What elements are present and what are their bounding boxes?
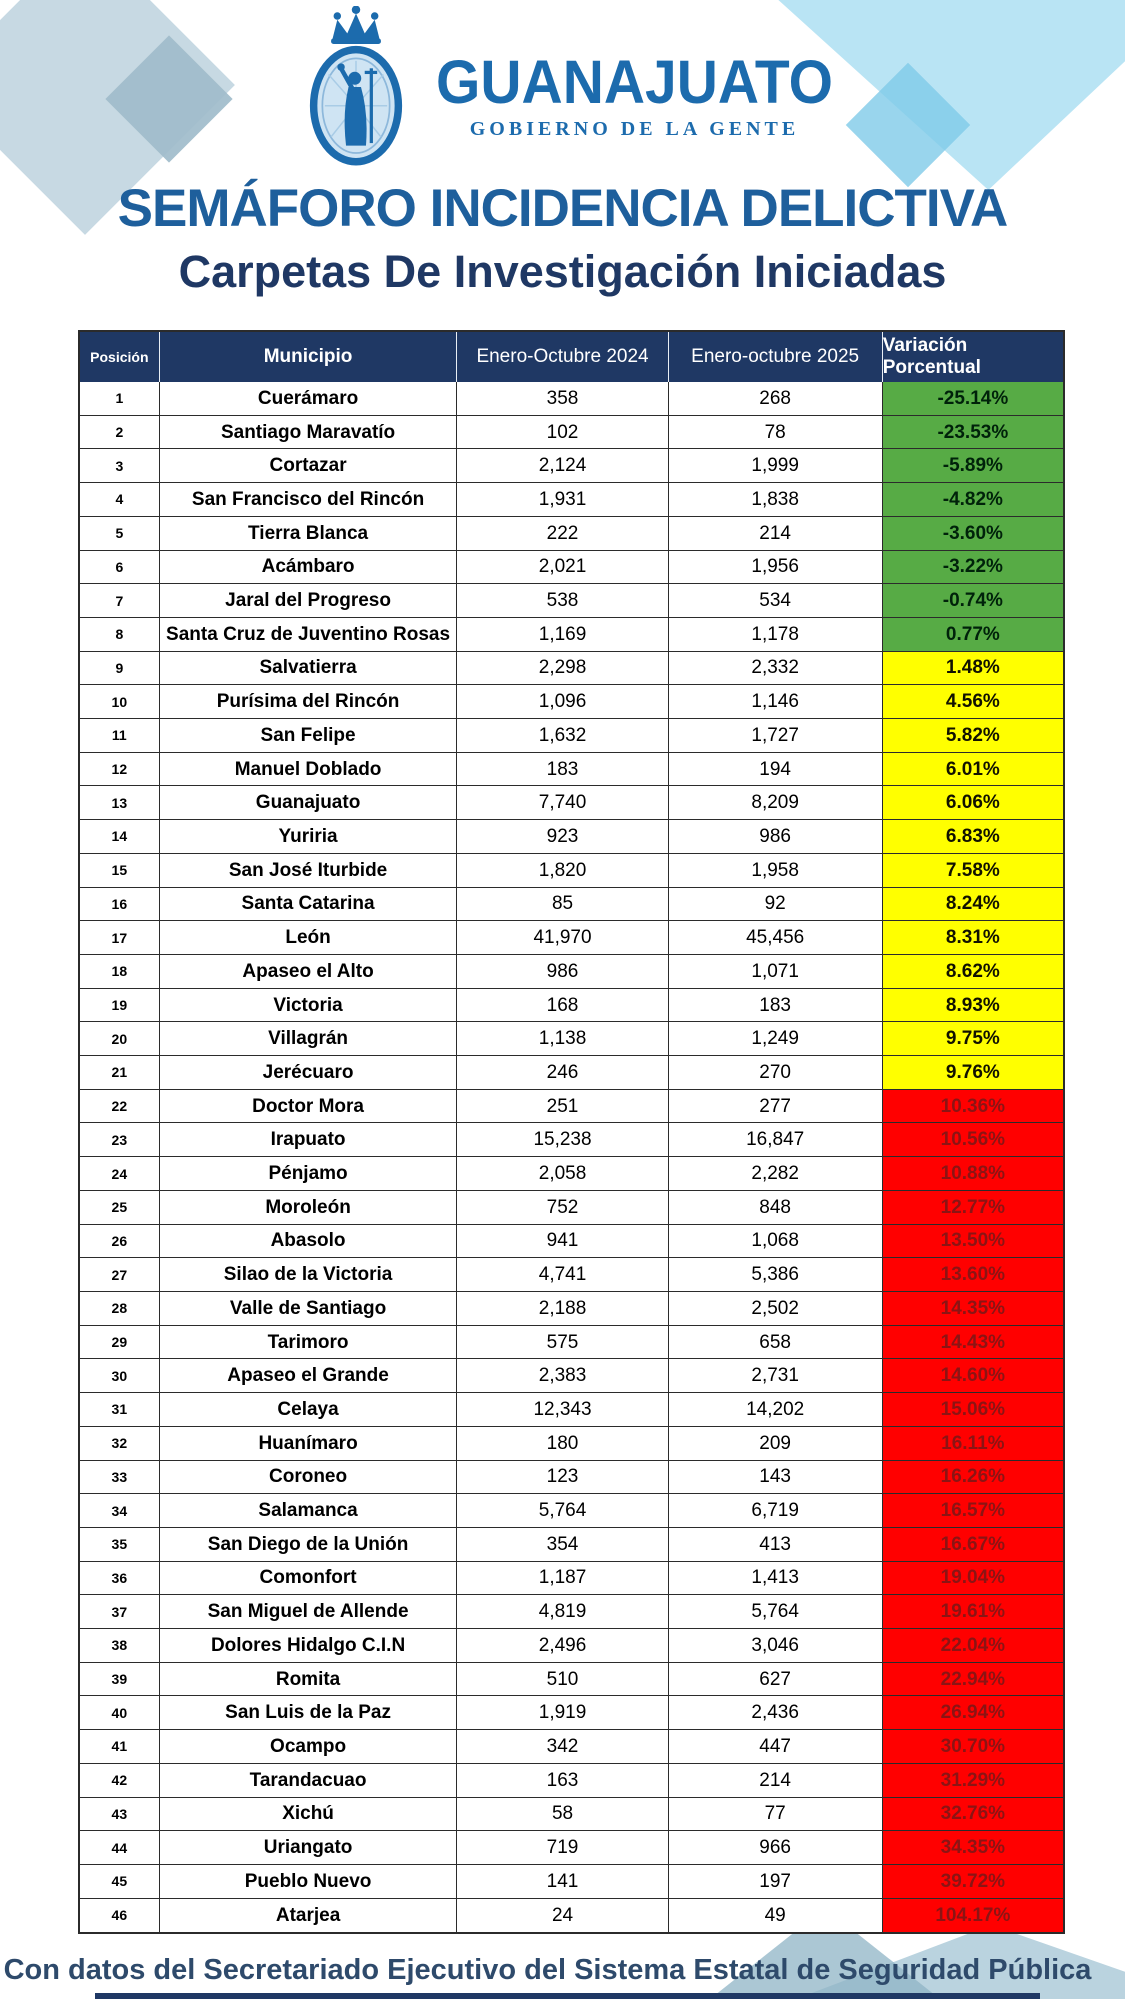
variation-cell: -25.14% <box>883 382 1063 416</box>
position-cell: 36 <box>80 1562 160 1596</box>
variation-cell: 9.75% <box>883 1022 1063 1056</box>
municipio-cell: Villagrán <box>160 1022 458 1056</box>
municipio-cell: San Diego de la Unión <box>160 1528 458 1562</box>
variation-cell: 5.82% <box>883 719 1063 753</box>
municipio-cell: Apaseo el Grande <box>160 1359 458 1393</box>
municipio-cell: San José Iturbide <box>160 854 458 888</box>
count-2025-cell: 2,332 <box>669 652 883 686</box>
count-2024-cell: 1,096 <box>457 685 668 719</box>
position-cell: 3 <box>80 449 160 483</box>
table-row <box>80 1696 1063 1730</box>
municipio-cell: Yuriria <box>160 820 458 854</box>
count-2025-cell: 1,999 <box>669 449 883 483</box>
logo-text-block <box>436 6 833 139</box>
variation-cell: 8.31% <box>883 921 1063 955</box>
count-2024-cell: 4,819 <box>457 1595 668 1629</box>
count-2025-cell: 2,282 <box>669 1157 883 1191</box>
municipio-cell: Acámbaro <box>160 551 458 585</box>
municipio-cell: Guanajuato <box>160 786 458 820</box>
count-2024-cell: 2,188 <box>457 1292 668 1326</box>
count-2025-cell: 2,502 <box>669 1292 883 1326</box>
table-row <box>80 1090 1063 1124</box>
table-row <box>80 1595 1063 1629</box>
position-cell: 27 <box>80 1258 160 1292</box>
municipio-cell: Dolores Hidalgo C.I.N <box>160 1629 458 1663</box>
table-row <box>80 921 1063 955</box>
municipio-cell: Abasolo <box>160 1225 458 1259</box>
position-cell: 13 <box>80 786 160 820</box>
table-row <box>80 416 1063 450</box>
position-cell: 32 <box>80 1427 160 1461</box>
count-2025-cell: 2,731 <box>669 1359 883 1393</box>
count-2024-cell: 1,169 <box>457 618 668 652</box>
municipio-cell: Tarimoro <box>160 1326 458 1360</box>
municipio-cell: Coroneo <box>160 1461 458 1495</box>
municipio-cell: Victoria <box>160 989 458 1023</box>
count-2024-cell: 168 <box>457 989 668 1023</box>
count-2024-cell: 719 <box>457 1831 668 1865</box>
table-row <box>80 1528 1063 1562</box>
count-2025-cell: 209 <box>669 1427 883 1461</box>
position-cell: 39 <box>80 1663 160 1697</box>
municipio-cell: León <box>160 921 458 955</box>
count-2024-cell: 354 <box>457 1528 668 1562</box>
position-cell: 21 <box>80 1056 160 1090</box>
variation-cell: 16.26% <box>883 1461 1063 1495</box>
variation-cell: 16.67% <box>883 1528 1063 1562</box>
position-cell: 12 <box>80 753 160 787</box>
incidence-table <box>78 330 1065 1934</box>
position-cell: 16 <box>80 888 160 922</box>
count-2025-cell: 1,068 <box>669 1225 883 1259</box>
municipio-cell: Xichú <box>160 1798 458 1832</box>
count-2025-cell: 1,249 <box>669 1022 883 1056</box>
count-2025-cell: 77 <box>669 1798 883 1832</box>
municipio-cell: Cuerámaro <box>160 382 458 416</box>
table-row <box>80 618 1063 652</box>
position-cell: 14 <box>80 820 160 854</box>
municipio-cell: Celaya <box>160 1393 458 1427</box>
count-2025-cell: 92 <box>669 888 883 922</box>
position-cell: 44 <box>80 1831 160 1865</box>
count-2024-cell: 163 <box>457 1764 668 1798</box>
position-cell: 41 <box>80 1730 160 1764</box>
municipio-cell: Pueblo Nuevo <box>160 1865 458 1899</box>
variation-cell: 0.77% <box>883 618 1063 652</box>
position-cell: 38 <box>80 1629 160 1663</box>
count-2025-cell: 1,146 <box>669 685 883 719</box>
position-cell: 4 <box>80 483 160 517</box>
col-header-posicion: Posición <box>80 332 160 382</box>
variation-cell: -4.82% <box>883 483 1063 517</box>
variation-cell: 8.93% <box>883 989 1063 1023</box>
position-cell: 20 <box>80 1022 160 1056</box>
position-cell: 2 <box>80 416 160 450</box>
position-cell: 28 <box>80 1292 160 1326</box>
count-2024-cell: 986 <box>457 955 668 989</box>
table-row <box>80 1123 1063 1157</box>
table-row <box>80 1292 1063 1326</box>
table-row <box>80 955 1063 989</box>
table-row <box>80 652 1063 686</box>
variation-cell: 19.61% <box>883 1595 1063 1629</box>
municipio-cell: Santiago Maravatío <box>160 416 458 450</box>
position-cell: 7 <box>80 584 160 618</box>
municipio-cell: Valle de Santiago <box>160 1292 458 1326</box>
variation-cell: 19.04% <box>883 1562 1063 1596</box>
count-2024-cell: 24 <box>457 1899 668 1933</box>
variation-cell: 16.11% <box>883 1427 1063 1461</box>
position-cell: 11 <box>80 719 160 753</box>
variation-cell: 32.76% <box>883 1798 1063 1832</box>
count-2025-cell: 8,209 <box>669 786 883 820</box>
variation-cell: 7.58% <box>883 854 1063 888</box>
position-cell: 42 <box>80 1764 160 1798</box>
position-cell: 22 <box>80 1090 160 1124</box>
count-2025-cell: 3,046 <box>669 1629 883 1663</box>
position-cell: 45 <box>80 1865 160 1899</box>
count-2025-cell: 214 <box>669 517 883 551</box>
variation-cell: -3.22% <box>883 551 1063 585</box>
table-body <box>80 382 1063 1932</box>
table-row <box>80 1730 1063 1764</box>
table-row <box>80 1629 1063 1663</box>
municipio-cell: Doctor Mora <box>160 1090 458 1124</box>
table-row <box>80 1663 1063 1697</box>
position-cell: 29 <box>80 1326 160 1360</box>
count-2024-cell: 222 <box>457 517 668 551</box>
col-header-municipio: Municipio <box>160 332 458 382</box>
variation-cell: 22.94% <box>883 1663 1063 1697</box>
position-cell: 15 <box>80 854 160 888</box>
variation-cell: 14.43% <box>883 1326 1063 1360</box>
table-row <box>80 1056 1063 1090</box>
count-2025-cell: 1,956 <box>669 551 883 585</box>
col-header-2024: Enero-Octubre 2024 <box>457 332 668 382</box>
count-2024-cell: 1,138 <box>457 1022 668 1056</box>
table-row <box>80 1798 1063 1832</box>
variation-cell: 6.06% <box>883 786 1063 820</box>
position-cell: 35 <box>80 1528 160 1562</box>
municipio-cell: Apaseo el Alto <box>160 955 458 989</box>
count-2024-cell: 41,970 <box>457 921 668 955</box>
table-row <box>80 1157 1063 1191</box>
table-row <box>80 854 1063 888</box>
count-2025-cell: 1,958 <box>669 854 883 888</box>
logo-wordmark: GUANAJUATO <box>436 47 833 117</box>
table-row <box>80 1899 1063 1933</box>
table-row <box>80 584 1063 618</box>
variation-cell: 16.57% <box>883 1494 1063 1528</box>
count-2025-cell: 143 <box>669 1461 883 1495</box>
position-cell: 6 <box>80 551 160 585</box>
variation-cell: 30.70% <box>883 1730 1063 1764</box>
variation-cell: 34.35% <box>883 1831 1063 1865</box>
count-2024-cell: 1,820 <box>457 854 668 888</box>
count-2025-cell: 447 <box>669 1730 883 1764</box>
count-2024-cell: 123 <box>457 1461 668 1495</box>
count-2024-cell: 2,496 <box>457 1629 668 1663</box>
table-row <box>80 1022 1063 1056</box>
count-2025-cell: 78 <box>669 416 883 450</box>
count-2025-cell: 1,178 <box>669 618 883 652</box>
count-2024-cell: 251 <box>457 1090 668 1124</box>
table-row <box>80 449 1063 483</box>
municipio-cell: Tierra Blanca <box>160 517 458 551</box>
position-cell: 10 <box>80 685 160 719</box>
count-2025-cell: 16,847 <box>669 1123 883 1157</box>
logo-header <box>0 6 1125 168</box>
count-2024-cell: 85 <box>457 888 668 922</box>
count-2024-cell: 538 <box>457 584 668 618</box>
variation-cell: 1.48% <box>883 652 1063 686</box>
col-header-2025: Enero-octubre 2025 <box>669 332 883 382</box>
count-2025-cell: 1,413 <box>669 1562 883 1596</box>
position-cell: 17 <box>80 921 160 955</box>
count-2024-cell: 7,740 <box>457 786 668 820</box>
page-subtitle: Carpetas De Investigación Iniciadas <box>178 246 947 297</box>
municipio-cell: Santa Catarina <box>160 888 458 922</box>
position-cell: 33 <box>80 1461 160 1495</box>
count-2025-cell: 534 <box>669 584 883 618</box>
municipio-cell: Irapuato <box>160 1123 458 1157</box>
position-cell: 43 <box>80 1798 160 1832</box>
count-2024-cell: 752 <box>457 1191 668 1225</box>
position-cell: 31 <box>80 1393 160 1427</box>
municipio-cell: Silao de la Victoria <box>160 1258 458 1292</box>
count-2024-cell: 358 <box>457 382 668 416</box>
table-row <box>80 786 1063 820</box>
count-2025-cell: 1,727 <box>669 719 883 753</box>
municipio-cell: Cortazar <box>160 449 458 483</box>
count-2025-cell: 413 <box>669 1528 883 1562</box>
municipio-cell: San Miguel de Allende <box>160 1595 458 1629</box>
position-cell: 46 <box>80 1899 160 1933</box>
count-2025-cell: 214 <box>669 1764 883 1798</box>
variation-cell: 10.56% <box>883 1123 1063 1157</box>
position-cell: 37 <box>80 1595 160 1629</box>
municipio-cell: Salamanca <box>160 1494 458 1528</box>
variation-cell: 31.29% <box>883 1764 1063 1798</box>
table-row <box>80 1393 1063 1427</box>
table-header-row <box>80 332 1063 382</box>
municipio-cell: San Felipe <box>160 719 458 753</box>
count-2024-cell: 941 <box>457 1225 668 1259</box>
variation-cell: 14.35% <box>883 1292 1063 1326</box>
municipio-cell: Manuel Doblado <box>160 753 458 787</box>
count-2025-cell: 183 <box>669 989 883 1023</box>
variation-cell: 6.83% <box>883 820 1063 854</box>
table-row <box>80 517 1063 551</box>
count-2025-cell: 197 <box>669 1865 883 1899</box>
variation-cell: 12.77% <box>883 1191 1063 1225</box>
variation-cell: 13.60% <box>883 1258 1063 1292</box>
logo-tagline: GOBIERNO DE LA GENTE <box>469 118 800 140</box>
count-2024-cell: 5,764 <box>457 1494 668 1528</box>
count-2024-cell: 2,021 <box>457 551 668 585</box>
guanajuato-seal-icon <box>292 6 420 168</box>
municipio-cell: San Luis de la Paz <box>160 1696 458 1730</box>
table-row <box>80 753 1063 787</box>
variation-cell: -3.60% <box>883 517 1063 551</box>
count-2025-cell: 966 <box>669 1831 883 1865</box>
count-2024-cell: 2,058 <box>457 1157 668 1191</box>
table-row <box>80 888 1063 922</box>
municipio-cell: Santa Cruz de Juventino Rosas <box>160 618 458 652</box>
variation-cell: 8.62% <box>883 955 1063 989</box>
table-row <box>80 820 1063 854</box>
count-2025-cell: 277 <box>669 1090 883 1124</box>
count-2024-cell: 1,187 <box>457 1562 668 1596</box>
municipio-cell: Salvatierra <box>160 652 458 686</box>
source-note: Con datos del Secretariado Ejecutivo del Sistema Estatal de Seguridad Pública <box>3 1954 1092 1986</box>
variation-cell: 9.76% <box>883 1056 1063 1090</box>
table-row <box>80 685 1063 719</box>
table-row <box>80 1865 1063 1899</box>
position-cell: 18 <box>80 955 160 989</box>
position-cell: 34 <box>80 1494 160 1528</box>
position-cell: 25 <box>80 1191 160 1225</box>
count-2025-cell: 194 <box>669 753 883 787</box>
count-2025-cell: 49 <box>669 1899 883 1933</box>
municipio-cell: Uriangato <box>160 1831 458 1865</box>
municipio-cell: Comonfort <box>160 1562 458 1596</box>
table-row <box>80 1461 1063 1495</box>
table-row <box>80 989 1063 1023</box>
position-cell: 1 <box>80 382 160 416</box>
variation-cell: 104.17% <box>883 1899 1063 1933</box>
count-2025-cell: 270 <box>669 1056 883 1090</box>
variation-cell: -0.74% <box>883 584 1063 618</box>
position-cell: 40 <box>80 1696 160 1730</box>
position-cell: 19 <box>80 989 160 1023</box>
variation-cell: -23.53% <box>883 416 1063 450</box>
table-row <box>80 483 1063 517</box>
col-header-variacion: Variación Porcentual <box>882 335 981 378</box>
count-2024-cell: 2,298 <box>457 652 668 686</box>
variation-cell: 13.50% <box>883 1225 1063 1259</box>
count-2025-cell: 986 <box>669 820 883 854</box>
variation-cell: 10.88% <box>883 1157 1063 1191</box>
variation-cell: 15.06% <box>883 1393 1063 1427</box>
count-2024-cell: 2,383 <box>457 1359 668 1393</box>
table-row <box>80 1764 1063 1798</box>
count-2024-cell: 1,919 <box>457 1696 668 1730</box>
table-row <box>80 1494 1063 1528</box>
variation-cell: 4.56% <box>883 685 1063 719</box>
table-row <box>80 551 1063 585</box>
table-row <box>80 1427 1063 1461</box>
variation-cell: 14.60% <box>883 1359 1063 1393</box>
count-2025-cell: 5,764 <box>669 1595 883 1629</box>
count-2024-cell: 2,124 <box>457 449 668 483</box>
count-2024-cell: 58 <box>457 1798 668 1832</box>
count-2024-cell: 510 <box>457 1663 668 1697</box>
position-cell: 26 <box>80 1225 160 1259</box>
variation-cell: 39.72% <box>883 1865 1063 1899</box>
count-2025-cell: 1,838 <box>669 483 883 517</box>
table-row <box>80 1326 1063 1360</box>
count-2025-cell: 45,456 <box>669 921 883 955</box>
variation-cell: 22.04% <box>883 1629 1063 1663</box>
count-2024-cell: 180 <box>457 1427 668 1461</box>
decor-bottom-navy-bar <box>95 1993 1040 1999</box>
municipio-cell: Tarandacuao <box>160 1764 458 1798</box>
position-cell: 8 <box>80 618 160 652</box>
table-row <box>80 1359 1063 1393</box>
municipio-cell: Romita <box>160 1663 458 1697</box>
count-2025-cell: 5,386 <box>669 1258 883 1292</box>
count-2025-cell: 848 <box>669 1191 883 1225</box>
table-row <box>80 719 1063 753</box>
municipio-cell: Moroleón <box>160 1191 458 1225</box>
count-2024-cell: 12,343 <box>457 1393 668 1427</box>
variation-cell: 26.94% <box>883 1696 1063 1730</box>
count-2025-cell: 268 <box>669 382 883 416</box>
count-2025-cell: 1,071 <box>669 955 883 989</box>
variation-cell: 10.36% <box>883 1090 1063 1124</box>
table-row <box>80 1225 1063 1259</box>
position-cell: 24 <box>80 1157 160 1191</box>
table-row <box>80 1831 1063 1865</box>
municipio-cell: Pénjamo <box>160 1157 458 1191</box>
municipio-cell: Jaral del Progreso <box>160 584 458 618</box>
count-2024-cell: 4,741 <box>457 1258 668 1292</box>
table-row <box>80 382 1063 416</box>
variation-cell: 6.01% <box>883 753 1063 787</box>
table-row <box>80 1562 1063 1596</box>
variation-cell: 8.24% <box>883 888 1063 922</box>
position-cell: 30 <box>80 1359 160 1393</box>
count-2025-cell: 2,436 <box>669 1696 883 1730</box>
variation-cell: -5.89% <box>883 449 1063 483</box>
municipio-cell: Jerécuaro <box>160 1056 458 1090</box>
table-row <box>80 1258 1063 1292</box>
municipio-cell: Ocampo <box>160 1730 458 1764</box>
position-cell: 23 <box>80 1123 160 1157</box>
count-2025-cell: 6,719 <box>669 1494 883 1528</box>
municipio-cell: Atarjea <box>160 1899 458 1933</box>
municipio-cell: Huanímaro <box>160 1427 458 1461</box>
count-2024-cell: 102 <box>457 416 668 450</box>
count-2024-cell: 246 <box>457 1056 668 1090</box>
count-2024-cell: 342 <box>457 1730 668 1764</box>
municipio-cell: Purísima del Rincón <box>160 685 458 719</box>
position-cell: 5 <box>80 517 160 551</box>
table-row <box>80 1191 1063 1225</box>
count-2025-cell: 627 <box>669 1663 883 1697</box>
position-cell: 9 <box>80 652 160 686</box>
count-2024-cell: 1,931 <box>457 483 668 517</box>
page-title: SEMÁFORO INCIDENCIA DELICTIVA <box>117 179 1008 238</box>
count-2024-cell: 141 <box>457 1865 668 1899</box>
count-2025-cell: 658 <box>669 1326 883 1360</box>
count-2024-cell: 15,238 <box>457 1123 668 1157</box>
count-2025-cell: 14,202 <box>669 1393 883 1427</box>
count-2024-cell: 923 <box>457 820 668 854</box>
count-2024-cell: 575 <box>457 1326 668 1360</box>
count-2024-cell: 183 <box>457 753 668 787</box>
count-2024-cell: 1,632 <box>457 719 668 753</box>
municipio-cell: San Francisco del Rincón <box>160 483 458 517</box>
